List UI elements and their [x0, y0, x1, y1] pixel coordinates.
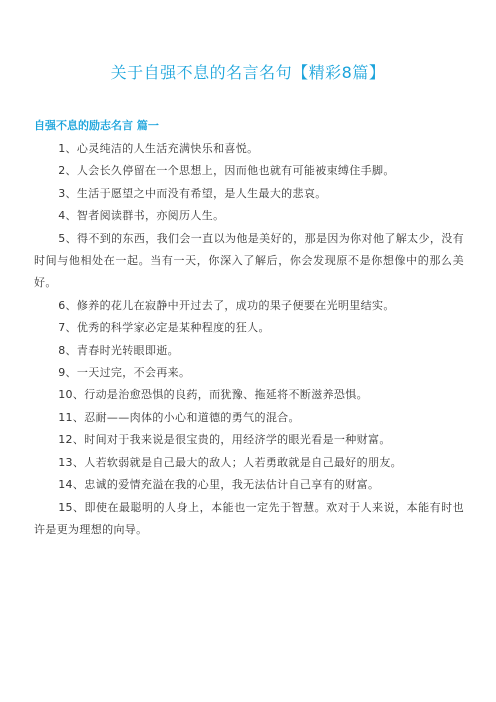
section-heading: 自强不息的励志名言 篇一: [34, 119, 159, 132]
quote-list: [34, 138, 464, 541]
quote-item: 4、智者阅读群书，亦阅历人生。: [58, 209, 225, 223]
quote-item: 15、即使在最聪明的人身上，本能也一定先于智慧。欢对于人来说，本能有时也许是更为理想的向导。: [34, 500, 464, 536]
quote-item: 3、生活于愿望之中而没有希望，是人生最大的悲哀。: [58, 186, 327, 200]
quote-item: 7、优秀的科学家必定是某种程度的狂人。: [58, 321, 270, 335]
quote-item: 2、人会长久停留在一个思想上，因而他也就有可能被束缚住手脚。: [58, 164, 395, 178]
quote-item: 14、忠诚的爱情充溢在我的心里，我无法估计自己享有的财富。: [58, 478, 380, 492]
quote-item: 6、修养的花儿在寂静中开过去了，成功的果子便要在光明里结实。: [58, 298, 395, 312]
quote-item: 10、行动是治愈恐惧的良药，而犹豫、拖延将不断滋养恐惧。: [58, 388, 368, 402]
quote-item: 9、一天过完，不会再来。: [58, 366, 191, 380]
quote-item: 11、忍耐——肉体的小心和道德的勇气的混合。: [58, 410, 300, 424]
quote-item: 13、人若软弱就是自己最大的敌人；人若勇敢就是自己最好的朋友。: [58, 455, 403, 469]
quote-item: 8、青春时光转眼即逝。: [58, 343, 180, 357]
quote-item: 12、时间对于我来说是很宝贵的，用经济学的眼光看是一种财富。: [58, 433, 391, 447]
quote-item: 1、心灵纯洁的人生活充满快乐和喜悦。: [58, 142, 259, 155]
quote-item: 5、得不到的东西，我们会一直以为他是美好的，那是因为你对他了解太少，没有时间与他相处在一起。当有一天，你深入了解后，你会发现原不是你想像中的那么美好。: [34, 231, 464, 290]
document-title: 关于自强不息的名言名句【精彩8篇】: [110, 63, 386, 82]
